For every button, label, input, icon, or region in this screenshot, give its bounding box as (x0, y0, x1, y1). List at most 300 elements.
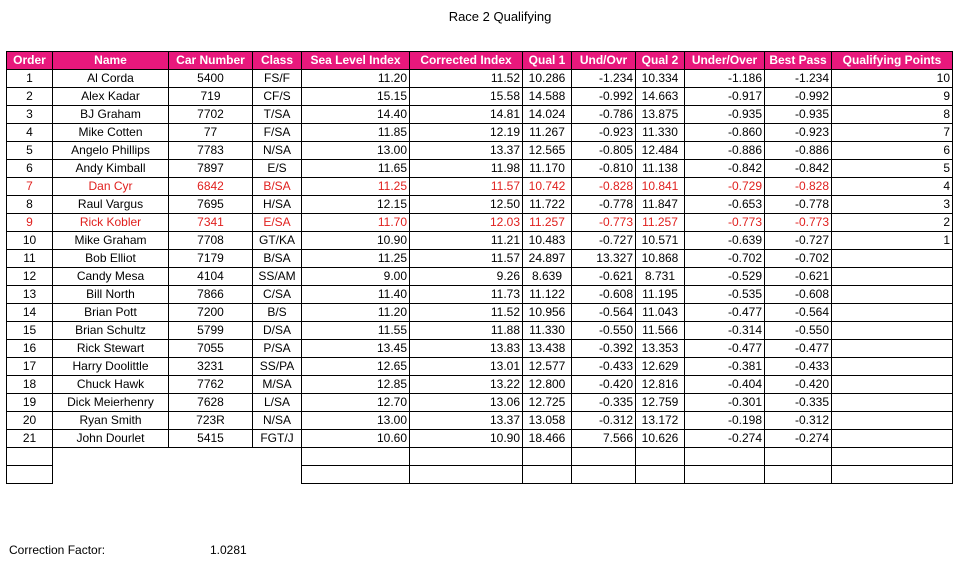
cell-order[interactable]: 16 (7, 340, 53, 358)
cell-under-over[interactable]: -0.935 (685, 106, 765, 124)
cell-name[interactable]: Ryan Smith (53, 412, 169, 430)
cell-under-over[interactable]: -0.477 (685, 304, 765, 322)
col-header-qualifying-points[interactable]: Qualifying Points (832, 52, 953, 70)
cell-sea-level-index[interactable]: 11.55 (302, 322, 410, 340)
cell-qual-1[interactable]: 13.438 (523, 340, 572, 358)
cell-qual-2[interactable]: 11.847 (636, 196, 685, 214)
cell-qual-1[interactable]: 12.800 (523, 376, 572, 394)
header-row (7, 52, 953, 70)
cell-sea-level-index[interactable]: 12.65 (302, 358, 410, 376)
table-row (7, 70, 953, 88)
cell-corrected-index[interactable]: 11.98 (410, 160, 523, 178)
table-row (7, 340, 953, 358)
cell-und-ovr[interactable]: -0.335 (572, 394, 636, 412)
cell-qualifying-points[interactable] (832, 340, 953, 358)
table-row (7, 304, 953, 322)
cell-sea-level-index[interactable]: 13.00 (302, 412, 410, 430)
cell-under-over[interactable]: -0.842 (685, 160, 765, 178)
cell-best-pass[interactable]: -0.727 (765, 232, 832, 250)
cell-class[interactable]: M/SA (253, 376, 302, 394)
cell-und-ovr[interactable]: -0.727 (572, 232, 636, 250)
empty-cell[interactable] (7, 466, 53, 484)
col-header-qual-1[interactable]: Qual 1 (523, 52, 572, 70)
col-header-car-number[interactable]: Car Number (169, 52, 253, 70)
cell-corrected-index[interactable]: 10.90 (410, 430, 523, 448)
cell-name[interactable]: Angelo Phillips (53, 142, 169, 160)
cell-und-ovr[interactable]: 13.327 (572, 250, 636, 268)
col-header-sea-level-index[interactable]: Sea Level Index (302, 52, 410, 70)
cell-qualifying-points[interactable]: 7 (832, 124, 953, 142)
cell-sea-level-index[interactable]: 11.25 (302, 178, 410, 196)
cell-sea-level-index[interactable]: 11.85 (302, 124, 410, 142)
cell-best-pass[interactable]: -0.312 (765, 412, 832, 430)
cell-car-number[interactable]: 7628 (169, 394, 253, 412)
cell-qualifying-points[interactable]: 4 (832, 178, 953, 196)
empty-cell[interactable] (765, 466, 832, 484)
cell-car-number[interactable]: 3231 (169, 358, 253, 376)
cell-sea-level-index[interactable]: 12.70 (302, 394, 410, 412)
cell-best-pass[interactable]: -0.335 (765, 394, 832, 412)
cell-order[interactable]: 10 (7, 232, 53, 250)
table-body (7, 70, 953, 484)
cell-qual-1[interactable]: 14.024 (523, 106, 572, 124)
cell-under-over[interactable]: -0.860 (685, 124, 765, 142)
empty-cell[interactable] (765, 448, 832, 466)
cell-qual-1[interactable]: 10.286 (523, 70, 572, 88)
cell-qual-2[interactable]: 11.195 (636, 286, 685, 304)
cell-best-pass[interactable]: -0.778 (765, 196, 832, 214)
cell-qualifying-points[interactable] (832, 322, 953, 340)
cell-corrected-index[interactable]: 14.81 (410, 106, 523, 124)
cell-best-pass[interactable]: -0.935 (765, 106, 832, 124)
cell-qualifying-points[interactable] (832, 376, 953, 394)
cell-qual-2[interactable]: 11.043 (636, 304, 685, 322)
cell-qualifying-points[interactable] (832, 430, 953, 448)
cell-under-over[interactable]: -1.186 (685, 70, 765, 88)
cell-car-number[interactable]: 7866 (169, 286, 253, 304)
cell-name[interactable]: Alex Kadar (53, 88, 169, 106)
cell-under-over[interactable]: -0.404 (685, 376, 765, 394)
cell-order[interactable]: 11 (7, 250, 53, 268)
cell-under-over[interactable]: -0.198 (685, 412, 765, 430)
cell-best-pass[interactable]: -0.274 (765, 430, 832, 448)
cell-class[interactable]: FGT/J (253, 430, 302, 448)
cell-qualifying-points[interactable]: 8 (832, 106, 953, 124)
cell-corrected-index[interactable]: 13.01 (410, 358, 523, 376)
cell-sea-level-index[interactable]: 14.40 (302, 106, 410, 124)
cell-class[interactable]: N/SA (253, 412, 302, 430)
qualifying-table (6, 51, 953, 484)
cell-under-over[interactable]: -0.535 (685, 286, 765, 304)
cell-und-ovr[interactable]: -0.312 (572, 412, 636, 430)
cell-name[interactable]: Harry Doolittle (53, 358, 169, 376)
cell-class[interactable]: H/SA (253, 196, 302, 214)
cell-name[interactable]: Dan Cyr (53, 178, 169, 196)
cell-und-ovr[interactable]: -0.923 (572, 124, 636, 142)
cell-sea-level-index[interactable]: 12.85 (302, 376, 410, 394)
cell-under-over[interactable]: -0.886 (685, 142, 765, 160)
cell-order[interactable]: 21 (7, 430, 53, 448)
cell-class[interactable]: B/SA (253, 250, 302, 268)
cell-und-ovr[interactable]: -0.433 (572, 358, 636, 376)
cell-car-number[interactable]: 7702 (169, 106, 253, 124)
cell-class[interactable]: GT/KA (253, 232, 302, 250)
cell-under-over[interactable]: -0.702 (685, 250, 765, 268)
cell-name[interactable]: Dick Meierhenry (53, 394, 169, 412)
cell-qual-2[interactable]: 12.816 (636, 376, 685, 394)
cell-qualifying-points[interactable] (832, 250, 953, 268)
cell-class[interactable]: FS/F (253, 70, 302, 88)
table-row (7, 124, 953, 142)
cell-qual-2[interactable]: 11.138 (636, 160, 685, 178)
cell-under-over[interactable]: -0.639 (685, 232, 765, 250)
cell-corrected-index[interactable]: 11.88 (410, 322, 523, 340)
cell-qual-2[interactable]: 13.875 (636, 106, 685, 124)
cell-sea-level-index[interactable]: 13.45 (302, 340, 410, 358)
cell-qual-1[interactable]: 11.122 (523, 286, 572, 304)
cell-qual-1[interactable]: 13.058 (523, 412, 572, 430)
cell-car-number[interactable]: 5799 (169, 322, 253, 340)
cell-qual-2[interactable]: 8.731 (636, 268, 685, 286)
cell-name[interactable]: Raul Vargus (53, 196, 169, 214)
cell-car-number[interactable]: 4104 (169, 268, 253, 286)
cell-car-number[interactable]: 77 (169, 124, 253, 142)
cell-car-number[interactable]: 723R (169, 412, 253, 430)
cell-qual-1[interactable]: 18.466 (523, 430, 572, 448)
cell-qual-2[interactable]: 10.334 (636, 70, 685, 88)
cell-sea-level-index[interactable]: 11.40 (302, 286, 410, 304)
empty-cell[interactable] (169, 448, 253, 466)
cell-name[interactable]: Chuck Hawk (53, 376, 169, 394)
cell-corrected-index[interactable]: 12.03 (410, 214, 523, 232)
cell-car-number[interactable]: 719 (169, 88, 253, 106)
cell-qual-1[interactable]: 11.170 (523, 160, 572, 178)
cell-order[interactable]: 2 (7, 88, 53, 106)
cell-name[interactable]: Al Corda (53, 70, 169, 88)
cell-under-over[interactable]: -0.917 (685, 88, 765, 106)
cell-corrected-index[interactable]: 13.06 (410, 394, 523, 412)
cell-corrected-index[interactable]: 12.50 (410, 196, 523, 214)
empty-cell[interactable] (7, 448, 53, 466)
cell-name[interactable]: Bob Elliot (53, 250, 169, 268)
cell-qual-2[interactable]: 11.330 (636, 124, 685, 142)
cell-best-pass[interactable]: -0.433 (765, 358, 832, 376)
cell-best-pass[interactable]: -0.702 (765, 250, 832, 268)
cell-corrected-index[interactable]: 13.37 (410, 142, 523, 160)
cell-qual-1[interactable]: 10.742 (523, 178, 572, 196)
cell-corrected-index[interactable]: 13.22 (410, 376, 523, 394)
empty-cell[interactable] (636, 466, 685, 484)
cell-qualifying-points[interactable] (832, 412, 953, 430)
cell-car-number[interactable]: 7708 (169, 232, 253, 250)
cell-car-number[interactable]: 5415 (169, 430, 253, 448)
cell-order[interactable]: 14 (7, 304, 53, 322)
empty-cell[interactable] (832, 448, 953, 466)
cell-qualifying-points[interactable]: 1 (832, 232, 953, 250)
cell-und-ovr[interactable]: -0.564 (572, 304, 636, 322)
cell-und-ovr[interactable]: -0.805 (572, 142, 636, 160)
cell-qual-2[interactable]: 11.257 (636, 214, 685, 232)
cell-und-ovr[interactable]: -0.992 (572, 88, 636, 106)
cell-car-number[interactable]: 7695 (169, 196, 253, 214)
cell-sea-level-index[interactable]: 10.90 (302, 232, 410, 250)
cell-order[interactable]: 12 (7, 268, 53, 286)
cell-qual-2[interactable]: 13.353 (636, 340, 685, 358)
cell-order[interactable]: 8 (7, 196, 53, 214)
cell-class[interactable]: P/SA (253, 340, 302, 358)
cell-best-pass[interactable]: -0.773 (765, 214, 832, 232)
cell-class[interactable]: B/SA (253, 178, 302, 196)
cell-corrected-index[interactable]: 11.21 (410, 232, 523, 250)
cell-qual-2[interactable]: 10.868 (636, 250, 685, 268)
cell-corrected-index[interactable]: 11.57 (410, 178, 523, 196)
cell-qualifying-points[interactable] (832, 286, 953, 304)
cell-order[interactable]: 5 (7, 142, 53, 160)
cell-order[interactable]: 20 (7, 412, 53, 430)
empty-cell[interactable] (53, 466, 169, 484)
cell-sea-level-index[interactable]: 12.15 (302, 196, 410, 214)
empty-cell[interactable] (410, 466, 523, 484)
col-header-name[interactable]: Name (53, 52, 169, 70)
cell-under-over[interactable]: -0.314 (685, 322, 765, 340)
col-header-class[interactable]: Class (253, 52, 302, 70)
empty-cell[interactable] (53, 448, 169, 466)
sheet-title: Race 2 Qualifying (448, 9, 552, 24)
cell-qualifying-points[interactable] (832, 268, 953, 286)
cell-best-pass[interactable]: -0.564 (765, 304, 832, 322)
cell-name[interactable]: Mike Cotten (53, 124, 169, 142)
cell-order[interactable]: 17 (7, 358, 53, 376)
cell-name[interactable]: Rick Kobler (53, 214, 169, 232)
cell-sea-level-index[interactable]: 11.20 (302, 304, 410, 322)
cell-best-pass[interactable]: -0.621 (765, 268, 832, 286)
cell-order[interactable]: 15 (7, 322, 53, 340)
cell-best-pass[interactable]: -1.234 (765, 70, 832, 88)
cell-und-ovr[interactable]: 7.566 (572, 430, 636, 448)
cell-und-ovr[interactable]: -0.392 (572, 340, 636, 358)
correction-factor-value[interactable]: 1.0281 (210, 543, 247, 557)
cell-best-pass[interactable]: -0.477 (765, 340, 832, 358)
cell-qual-2[interactable]: 10.626 (636, 430, 685, 448)
cell-class[interactable]: CF/S (253, 88, 302, 106)
cell-qual-1[interactable]: 12.565 (523, 142, 572, 160)
cell-car-number[interactable]: 7341 (169, 214, 253, 232)
cell-name[interactable]: Candy Mesa (53, 268, 169, 286)
empty-cell[interactable] (523, 466, 572, 484)
cell-qual-1[interactable]: 11.257 (523, 214, 572, 232)
cell-class[interactable]: L/SA (253, 394, 302, 412)
cell-best-pass[interactable]: -0.923 (765, 124, 832, 142)
cell-qualifying-points[interactable]: 6 (832, 142, 953, 160)
cell-under-over[interactable]: -0.274 (685, 430, 765, 448)
col-header-best-pass[interactable]: Best Pass (765, 52, 832, 70)
cell-qualifying-points[interactable] (832, 304, 953, 322)
cell-best-pass[interactable]: -0.420 (765, 376, 832, 394)
cell-und-ovr[interactable]: -0.778 (572, 196, 636, 214)
cell-class[interactable]: T/SA (253, 106, 302, 124)
cell-car-number[interactable]: 7897 (169, 160, 253, 178)
table-row (7, 394, 953, 412)
cell-name[interactable]: Rick Stewart (53, 340, 169, 358)
cell-under-over[interactable]: -0.381 (685, 358, 765, 376)
cell-corrected-index[interactable]: 15.58 (410, 88, 523, 106)
cell-qualifying-points[interactable]: 2 (832, 214, 953, 232)
cell-qual-1[interactable]: 14.588 (523, 88, 572, 106)
cell-name[interactable]: Andy Kimball (53, 160, 169, 178)
empty-cell[interactable] (169, 466, 253, 484)
cell-qual-1[interactable]: 10.483 (523, 232, 572, 250)
cell-name[interactable]: Brian Schultz (53, 322, 169, 340)
empty-cell[interactable] (685, 448, 765, 466)
cell-under-over[interactable]: -0.301 (685, 394, 765, 412)
cell-class[interactable]: B/S (253, 304, 302, 322)
cell-qual-1[interactable]: 11.722 (523, 196, 572, 214)
col-header-und-ovr[interactable]: Und/Ovr (572, 52, 636, 70)
cell-sea-level-index[interactable]: 11.65 (302, 160, 410, 178)
empty-cell[interactable] (572, 466, 636, 484)
cell-under-over[interactable]: -0.653 (685, 196, 765, 214)
cell-sea-level-index[interactable]: 11.25 (302, 250, 410, 268)
cell-best-pass[interactable]: -0.608 (765, 286, 832, 304)
cell-qual-1[interactable]: 12.577 (523, 358, 572, 376)
table-row (7, 250, 953, 268)
cell-sea-level-index[interactable]: 13.00 (302, 142, 410, 160)
cell-name[interactable]: Brian Pott (53, 304, 169, 322)
cell-best-pass[interactable]: -0.842 (765, 160, 832, 178)
empty-cell[interactable] (832, 466, 953, 484)
empty-cell[interactable] (253, 466, 302, 484)
cell-under-over[interactable]: -0.773 (685, 214, 765, 232)
cell-qual-1[interactable]: 12.725 (523, 394, 572, 412)
cell-qualifying-points[interactable] (832, 394, 953, 412)
cell-corrected-index[interactable]: 11.57 (410, 250, 523, 268)
cell-und-ovr[interactable]: -0.810 (572, 160, 636, 178)
cell-under-over[interactable]: -0.729 (685, 178, 765, 196)
cell-name[interactable]: Mike Graham (53, 232, 169, 250)
cell-name[interactable]: BJ Graham (53, 106, 169, 124)
cell-under-over[interactable]: -0.529 (685, 268, 765, 286)
cell-name[interactable]: Bill North (53, 286, 169, 304)
cell-best-pass[interactable]: -0.550 (765, 322, 832, 340)
cell-qual-2[interactable]: 13.172 (636, 412, 685, 430)
col-header-under-over[interactable]: Under/Over (685, 52, 765, 70)
cell-class[interactable]: C/SA (253, 286, 302, 304)
empty-cell[interactable] (685, 466, 765, 484)
cell-under-over[interactable]: -0.477 (685, 340, 765, 358)
cell-qual-2[interactable]: 12.629 (636, 358, 685, 376)
cell-best-pass[interactable]: -0.828 (765, 178, 832, 196)
cell-qual-2[interactable]: 14.663 (636, 88, 685, 106)
cell-car-number[interactable]: 7200 (169, 304, 253, 322)
cell-und-ovr[interactable]: -0.420 (572, 376, 636, 394)
cell-qual-1[interactable]: 24.897 (523, 250, 572, 268)
cell-corrected-index[interactable]: 11.52 (410, 70, 523, 88)
empty-cell[interactable] (523, 448, 572, 466)
cell-corrected-index[interactable]: 13.37 (410, 412, 523, 430)
cell-qual-2[interactable]: 10.571 (636, 232, 685, 250)
cell-car-number[interactable]: 7762 (169, 376, 253, 394)
empty-cell[interactable] (253, 448, 302, 466)
cell-qual-1[interactable]: 10.956 (523, 304, 572, 322)
table-row (7, 268, 953, 286)
empty-cell[interactable] (410, 448, 523, 466)
cell-corrected-index[interactable]: 13.83 (410, 340, 523, 358)
cell-order[interactable]: 13 (7, 286, 53, 304)
cell-qual-1[interactable]: 8.639 (523, 268, 572, 286)
cell-und-ovr[interactable]: -1.234 (572, 70, 636, 88)
cell-qualifying-points[interactable]: 10 (832, 70, 953, 88)
cell-order[interactable]: 4 (7, 124, 53, 142)
cell-order[interactable]: 7 (7, 178, 53, 196)
cell-class[interactable]: F/SA (253, 124, 302, 142)
cell-class[interactable]: SS/AM (253, 268, 302, 286)
cell-car-number[interactable]: 6842 (169, 178, 253, 196)
empty-cell[interactable] (302, 448, 410, 466)
cell-order[interactable]: 18 (7, 376, 53, 394)
col-header-corrected-index[interactable]: Corrected Index (410, 52, 523, 70)
cell-corrected-index[interactable]: 12.19 (410, 124, 523, 142)
cell-corrected-index[interactable]: 9.26 (410, 268, 523, 286)
cell-qualifying-points[interactable]: 9 (832, 88, 953, 106)
cell-best-pass[interactable]: -0.992 (765, 88, 832, 106)
cell-class[interactable]: E/SA (253, 214, 302, 232)
cell-class[interactable]: SS/PA (253, 358, 302, 376)
cell-und-ovr[interactable]: -0.773 (572, 214, 636, 232)
cell-name[interactable]: John Dourlet (53, 430, 169, 448)
cell-sea-level-index[interactable]: 15.15 (302, 88, 410, 106)
cell-order[interactable]: 19 (7, 394, 53, 412)
cell-class[interactable]: N/SA (253, 142, 302, 160)
col-header-order[interactable]: Order (7, 52, 53, 70)
cell-qual-1[interactable]: 11.267 (523, 124, 572, 142)
col-header-qual-2[interactable]: Qual 2 (636, 52, 685, 70)
cell-qual-2[interactable]: 12.484 (636, 142, 685, 160)
cell-qualifying-points[interactable]: 5 (832, 160, 953, 178)
cell-car-number[interactable]: 7179 (169, 250, 253, 268)
cell-corrected-index[interactable]: 11.52 (410, 304, 523, 322)
cell-class[interactable]: E/S (253, 160, 302, 178)
cell-qualifying-points[interactable] (832, 358, 953, 376)
cell-qual-2[interactable]: 10.841 (636, 178, 685, 196)
cell-qual-1[interactable]: 11.330 (523, 322, 572, 340)
cell-sea-level-index[interactable]: 10.60 (302, 430, 410, 448)
empty-cell[interactable] (636, 448, 685, 466)
cell-best-pass[interactable]: -0.886 (765, 142, 832, 160)
cell-sea-level-index[interactable]: 11.20 (302, 70, 410, 88)
cell-car-number[interactable]: 5400 (169, 70, 253, 88)
empty-cell[interactable] (572, 448, 636, 466)
cell-car-number[interactable]: 7055 (169, 340, 253, 358)
cell-qualifying-points[interactable]: 3 (832, 196, 953, 214)
cell-order[interactable]: 1 (7, 70, 53, 88)
cell-order[interactable]: 6 (7, 160, 53, 178)
cell-corrected-index[interactable]: 11.73 (410, 286, 523, 304)
cell-car-number[interactable]: 7783 (169, 142, 253, 160)
cell-und-ovr[interactable]: -0.786 (572, 106, 636, 124)
cell-und-ovr[interactable]: -0.550 (572, 322, 636, 340)
cell-und-ovr[interactable]: -0.828 (572, 178, 636, 196)
cell-sea-level-index[interactable]: 9.00 (302, 268, 410, 286)
cell-order[interactable]: 9 (7, 214, 53, 232)
cell-class[interactable]: D/SA (253, 322, 302, 340)
cell-und-ovr[interactable]: -0.608 (572, 286, 636, 304)
cell-sea-level-index[interactable]: 11.70 (302, 214, 410, 232)
cell-und-ovr[interactable]: -0.621 (572, 268, 636, 286)
cell-order[interactable]: 3 (7, 106, 53, 124)
empty-cell[interactable] (302, 466, 410, 484)
cell-qual-2[interactable]: 11.566 (636, 322, 685, 340)
cell-qual-2[interactable]: 12.759 (636, 394, 685, 412)
